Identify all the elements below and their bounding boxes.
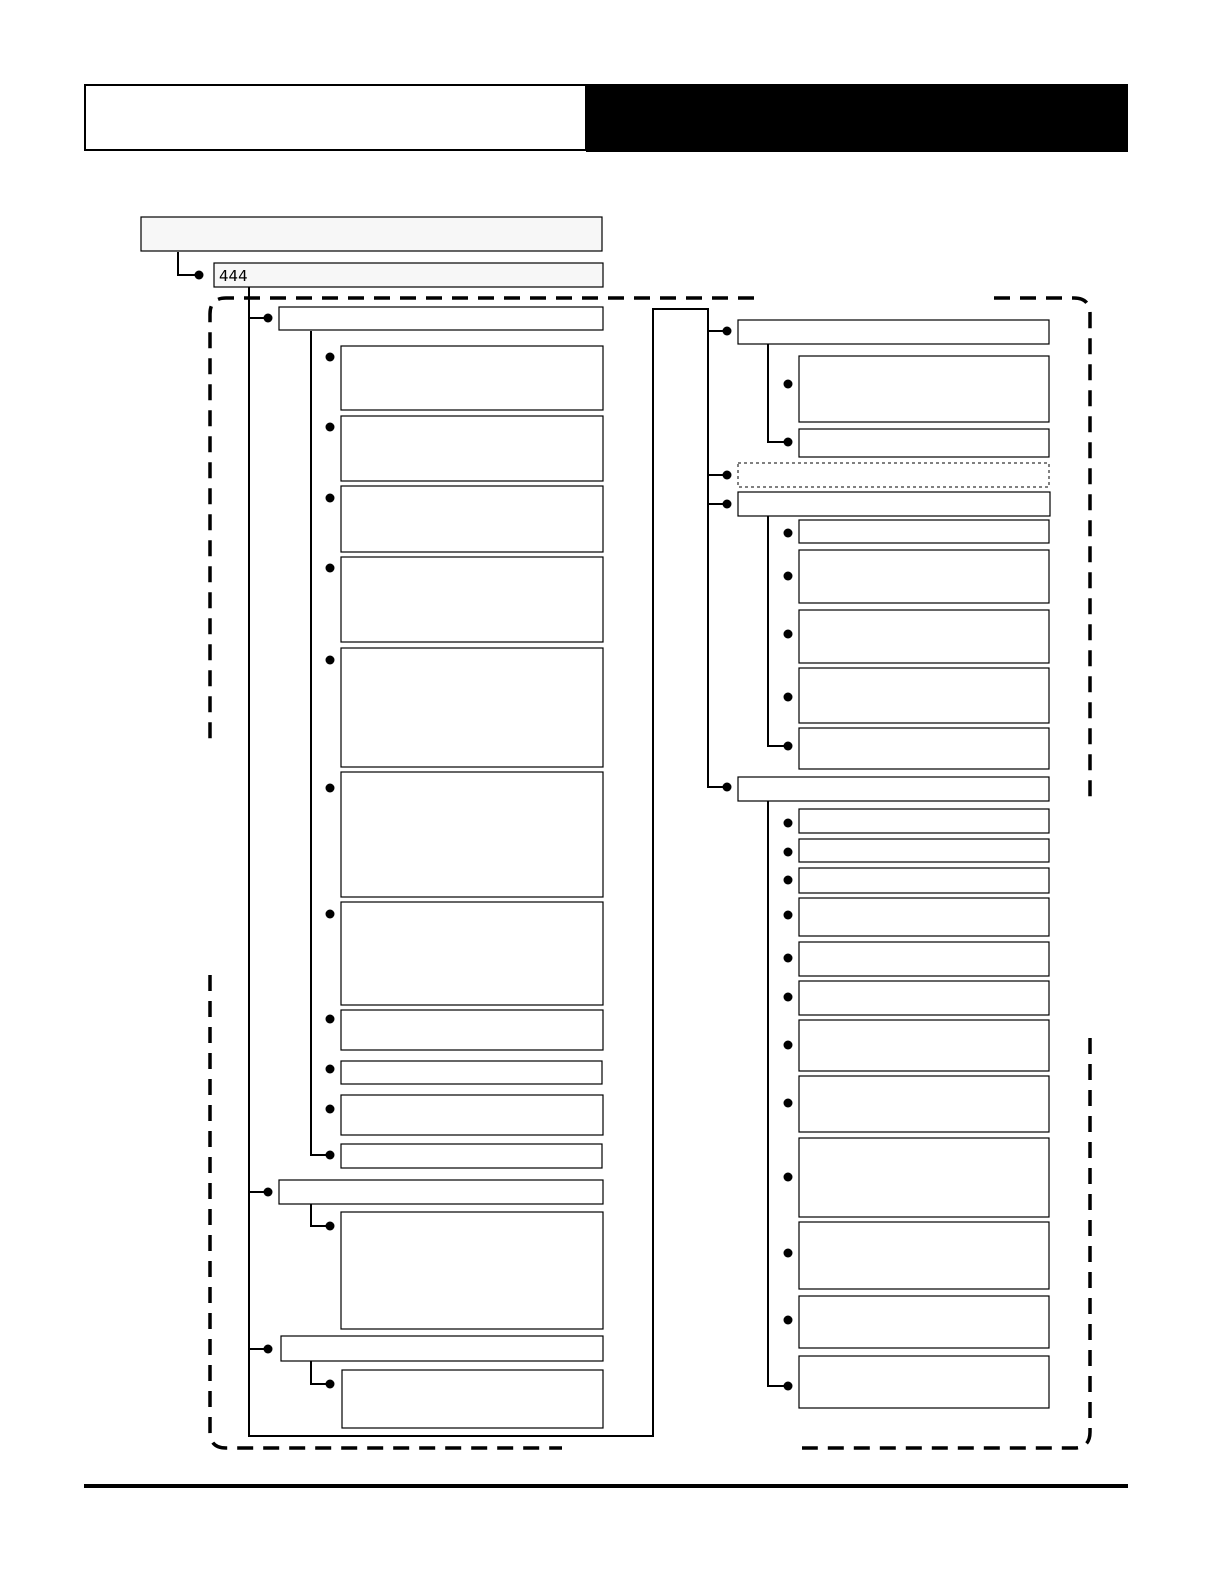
connector-dot xyxy=(326,1015,335,1024)
menu-node xyxy=(341,416,603,481)
connector-dot xyxy=(784,876,793,885)
connector-dot xyxy=(784,911,793,920)
menu-node xyxy=(341,902,603,1005)
menu-node xyxy=(279,307,603,330)
menu-node xyxy=(341,1010,603,1050)
connector-dot xyxy=(784,1173,793,1182)
connector-dot xyxy=(326,656,335,665)
menu-node xyxy=(341,1212,603,1329)
connector-dot xyxy=(326,1222,335,1231)
connector-dot xyxy=(784,380,793,389)
menu-node-placeholder xyxy=(738,463,1049,487)
connector-dot xyxy=(264,1188,273,1197)
connector-dot xyxy=(784,1099,793,1108)
menu-node xyxy=(279,1180,603,1204)
menu-node xyxy=(799,728,1049,769)
connector-dot xyxy=(784,742,793,751)
menu-node xyxy=(738,320,1049,344)
menu-node xyxy=(799,550,1049,603)
connector-dot xyxy=(326,784,335,793)
menu-node xyxy=(341,346,603,410)
menu-node xyxy=(341,557,603,642)
connector-dot xyxy=(784,1041,793,1050)
menu-node xyxy=(799,429,1049,457)
connector-dot xyxy=(326,1151,335,1160)
connector-dot xyxy=(326,423,335,432)
menu-node xyxy=(341,648,603,767)
connector-dot xyxy=(784,993,793,1002)
menu-node xyxy=(341,1095,603,1135)
connector-dot xyxy=(784,630,793,639)
connector-dot xyxy=(723,471,732,480)
connector-dot xyxy=(784,819,793,828)
connector-dot xyxy=(784,529,793,538)
connector-dot xyxy=(195,271,204,280)
menu-node xyxy=(281,1336,603,1361)
connector-dot xyxy=(326,910,335,919)
root-child-node xyxy=(214,263,603,287)
menu-node xyxy=(799,839,1049,862)
connector-dot xyxy=(264,314,273,323)
connector-dot xyxy=(723,783,732,792)
root-node xyxy=(141,217,602,251)
menu-node xyxy=(799,1076,1049,1132)
connector-dot xyxy=(784,1382,793,1391)
menu-node xyxy=(799,981,1049,1015)
connector-dot xyxy=(723,500,732,509)
menu-node xyxy=(341,1144,602,1168)
menu-node xyxy=(799,1020,1049,1071)
connector-dot xyxy=(784,572,793,581)
connector-dot xyxy=(326,1065,335,1074)
menu-node xyxy=(799,1222,1049,1289)
menu-node xyxy=(799,610,1049,663)
menu-node xyxy=(341,1061,602,1084)
menu-node xyxy=(799,356,1049,422)
connector-dot xyxy=(784,693,793,702)
menu-node xyxy=(799,1138,1049,1217)
menu-node xyxy=(799,520,1049,543)
menu-node xyxy=(799,868,1049,893)
tally-marks-icon: 444 xyxy=(219,267,248,285)
menu-node xyxy=(738,492,1050,516)
connector-dot xyxy=(326,564,335,573)
right-menu-nodes xyxy=(738,320,1050,1408)
connector-dot xyxy=(723,327,732,336)
connector-dot xyxy=(326,1380,335,1389)
connector-dot xyxy=(784,1316,793,1325)
menu-node xyxy=(799,668,1049,723)
menu-node xyxy=(341,772,603,897)
menu-node xyxy=(738,777,1049,801)
menu-node xyxy=(341,486,603,552)
connector-dot xyxy=(784,438,793,447)
footer-rule xyxy=(84,1484,1128,1488)
connector-dot xyxy=(784,848,793,857)
left-menu-nodes xyxy=(279,307,603,1428)
connector-dot xyxy=(326,1105,335,1114)
menu-node xyxy=(799,1296,1049,1348)
menu-node xyxy=(799,1356,1049,1408)
connector-dot xyxy=(326,353,335,362)
menu-node xyxy=(799,942,1049,976)
connector-dot xyxy=(264,1345,273,1354)
menu-node xyxy=(342,1370,603,1428)
menu-node xyxy=(799,898,1049,936)
connector-dot xyxy=(784,954,793,963)
connector-dot xyxy=(784,1249,793,1258)
connector-dot xyxy=(326,494,335,503)
menu-node xyxy=(799,809,1049,833)
